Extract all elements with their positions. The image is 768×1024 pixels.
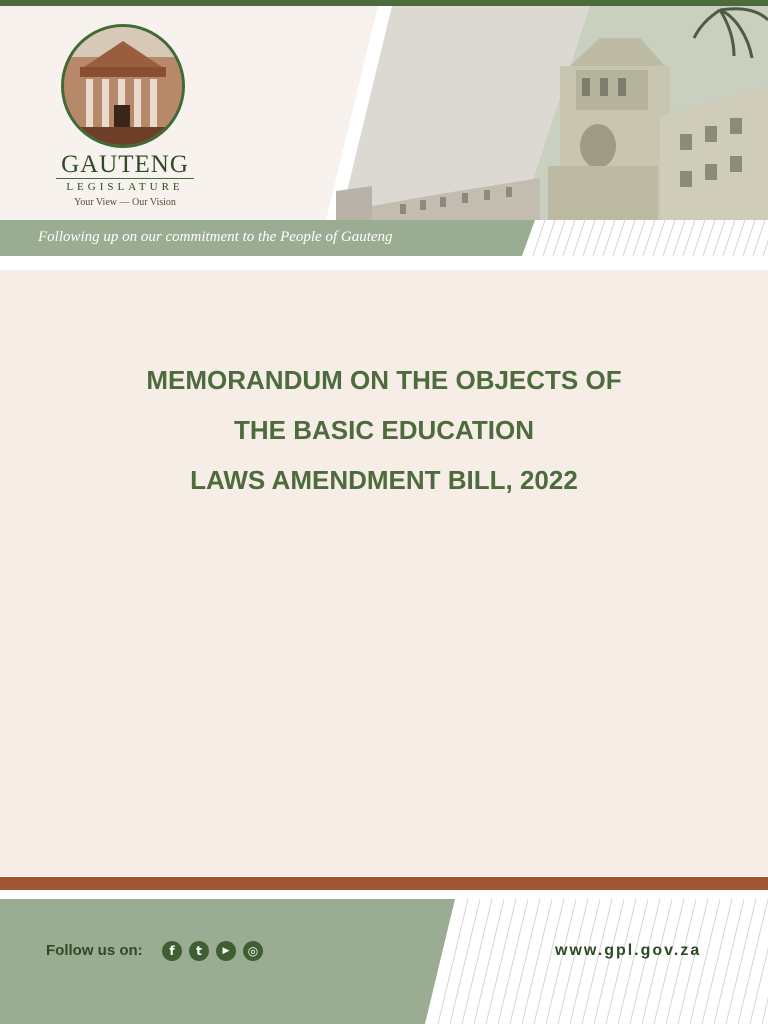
footer-accent-bar — [0, 877, 768, 890]
building-emblem-icon — [61, 24, 185, 148]
logo-divider — [56, 178, 194, 179]
follow-us-label: Follow us on: — [46, 942, 143, 959]
title-line: LAWS AMENDMENT BILL, 2022 — [190, 465, 578, 495]
title-line: THE BASIC EDUCATION — [234, 415, 534, 445]
header-banner — [0, 6, 768, 220]
gauteng-legislature-logo — [0, 6, 250, 220]
title-line: MEMORANDUM ON THE OBJECTS OF — [146, 365, 622, 395]
slogan-text: Following up on our commitment to the People of Gauteng — [38, 229, 393, 245]
website-link[interactable]: www.gpl.gov.za — [555, 942, 702, 959]
logo-tagline: Your View — Our Vision — [74, 197, 176, 208]
document-title — [40, 355, 728, 505]
facebook-icon[interactable]: f — [162, 941, 182, 961]
youtube-icon[interactable]: ▶ — [216, 941, 236, 961]
instagram-icon[interactable]: ◎ — [243, 941, 263, 961]
twitter-icon[interactable]: t — [189, 941, 209, 961]
logo-subtitle: LEGISLATURE — [66, 181, 184, 193]
logo-title: GAUTENG — [61, 151, 189, 178]
